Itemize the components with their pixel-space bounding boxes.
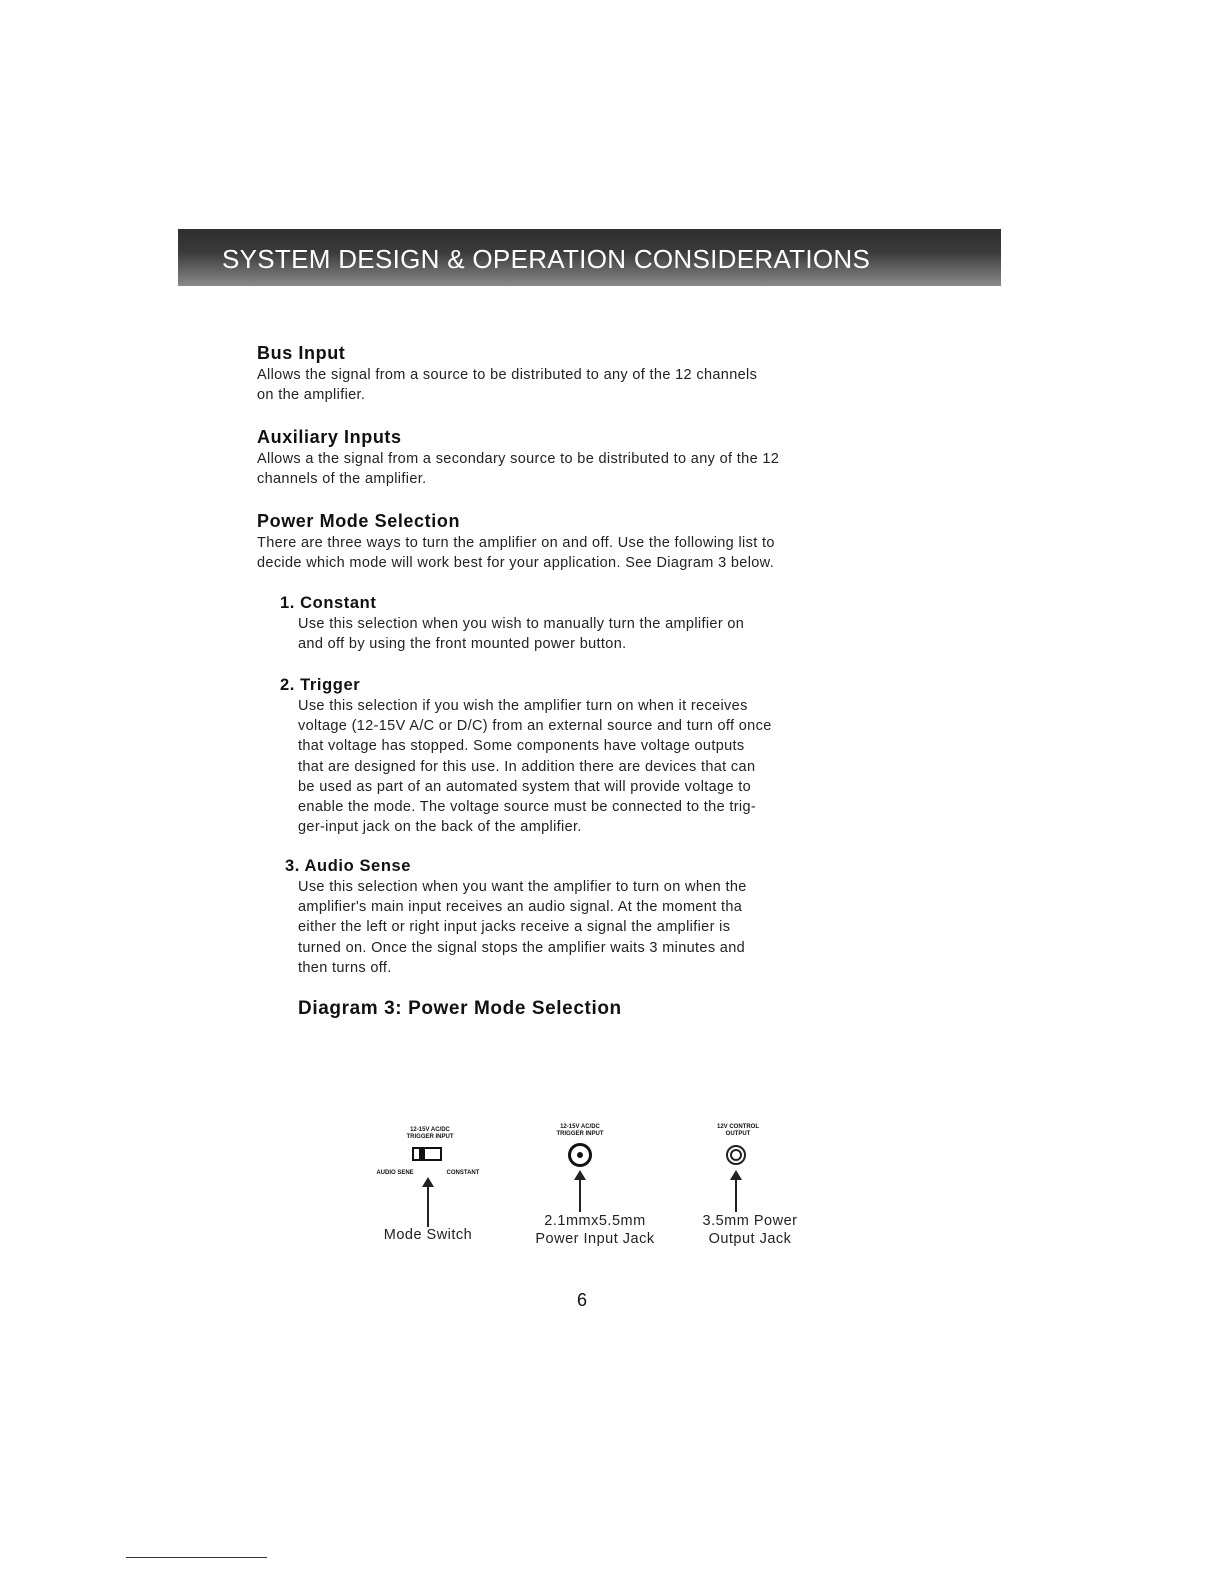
text-line: Use this selection when you want the amplifier to turn on when the: [298, 879, 747, 895]
text-line: Use this selection if you wish the amplifier turn on when it receives: [298, 698, 748, 714]
page-number: 6: [576, 1290, 587, 1310]
output-jack-top-label: [688, 1124, 788, 1138]
text-line: then turns off.: [298, 959, 392, 976]
text-line: amplifier's main input receives an audio signal. At the moment tha: [298, 899, 743, 916]
text-line: that voltage has stopped. Some components have voltage outputs: [298, 738, 745, 755]
arrow-icon: [735, 1178, 737, 1212]
text-line: be used as part of an automated system that will provide voltage to: [298, 778, 752, 795]
paragraph-constant: [298, 614, 744, 654]
heading-trigger: 2. Trigger: [280, 676, 361, 694]
text-line: that are designed for this use. In addition there are devices that can: [298, 758, 756, 775]
text-line: voltage (12-15V A/C or D/C) from an external source and turn off once: [298, 718, 772, 735]
paragraph-auxiliary-inputs: [257, 449, 779, 489]
text-line: channels of the amplifier.: [257, 471, 427, 488]
caption-line: Power Input Jack: [535, 1231, 655, 1247]
label-line: 12-15V AC/DC: [410, 1127, 450, 1133]
text-line: ger-input jack on the back of the amplifier.: [298, 819, 582, 836]
caption-line: Output Jack: [708, 1231, 792, 1247]
heading-power-mode: Power Mode Selection: [257, 511, 461, 531]
text-line: turned on. Once the signal stops the amplifier waits 3 minutes and: [298, 939, 746, 956]
heading-constant: 1. Constant: [280, 594, 377, 612]
output-jack-caption: [680, 1212, 820, 1248]
arrow-icon: [427, 1185, 429, 1227]
input-jack-caption: [520, 1212, 670, 1248]
caption-line: 2.1mmx5.5mm: [544, 1213, 646, 1229]
label-line: TRIGGER INPUT: [406, 1134, 454, 1140]
diagram-title: Diagram 3: Power Mode Selection: [298, 998, 622, 1019]
section-banner: [178, 229, 1001, 286]
label-line: 12-15V AC/DC: [560, 1124, 600, 1130]
text-line: Allows the signal from a source to be distributed to any of the 12 channels: [257, 367, 758, 383]
paragraph-trigger: [298, 696, 772, 837]
mode-switch-caption: Mode Switch: [383, 1227, 473, 1243]
paragraph-bus-input: [257, 365, 757, 405]
text-line: on the amplifier.: [257, 387, 366, 404]
power-output-jack-icon: [726, 1145, 746, 1165]
text-line: decide which mode will work best for your application. See Diagram 3 below.: [257, 555, 775, 572]
text-line: There are three ways to turn the amplifier on and off. Use the following list to: [257, 535, 775, 551]
power-input-jack-icon: [568, 1143, 592, 1167]
input-jack-top-label: [530, 1124, 630, 1138]
text-line: enable the mode. The voltage source must be connected to the trig-: [298, 799, 757, 816]
paragraph-power-mode: [257, 533, 775, 573]
footnote-rule: [126, 1557, 267, 1558]
label-line: TRIGGER INPUT: [556, 1131, 604, 1137]
text-line: Use this selection when you wish to manually turn the amplifier on: [298, 616, 745, 632]
text-line: Allows a the signal from a secondary source to be distributed to any of the 12: [257, 451, 780, 467]
label-line: 12V CONTROL: [716, 1124, 759, 1130]
label-line: OUTPUT: [725, 1131, 751, 1137]
heading-bus-input: Bus Input: [257, 343, 346, 363]
paragraph-audio-sense: [298, 877, 747, 978]
page-title: SYSTEM DESIGN & OPERATION CONSIDERATIONS: [222, 244, 871, 274]
text-line: and off by using the front mounted power button.: [298, 636, 627, 653]
switch-left-label: AUDIO SENE: [376, 1170, 414, 1176]
text-line: either the left or right input jacks receive a signal the amplifier is: [298, 919, 731, 936]
heading-audio-sense: 3. Audio Sense: [285, 857, 412, 875]
mode-switch: [412, 1147, 442, 1161]
switch-top-label: [380, 1127, 480, 1141]
caption-line: 3.5mm Power: [702, 1213, 798, 1229]
switch-right-label: CONSTANT: [446, 1170, 480, 1176]
arrow-icon: [579, 1178, 581, 1212]
heading-auxiliary-inputs: Auxiliary Inputs: [257, 427, 402, 447]
